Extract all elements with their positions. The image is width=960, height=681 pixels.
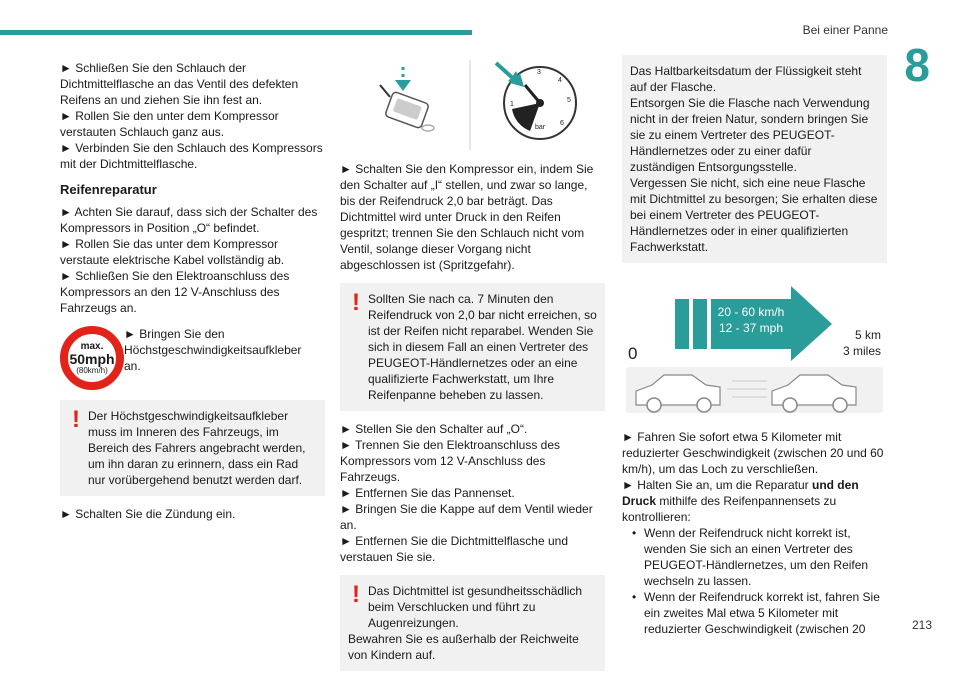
warning-text: Sollten Sie nach ca. 7 Minuten den Reifendruck von 2,0 bar nicht erreichen, so ist der Reifen nicht reparabel. Wenden Sie sich in diesem Fall an einen Vertreter des PEUGEOT-Händlernetzes oder an eine qualifizierte Fachwerkstatt, um Ihre Reifenpanne beheben zu lassen. [368,292,597,402]
gauge-tick: 1 [510,101,514,108]
step-text: ► Halten Sie an, um die Reparatur [622,478,812,492]
step: ► Entfernen Sie das Pannenset. [340,486,515,500]
list-item: • Wenn der Reifendruck nicht korrekt ist, wenden Sie sich an einen Vertreter des PEUGEOT-Händlernetzes, um den Reifen wechseln zu lassen. [644,525,887,589]
gauge-unit: bar [535,124,546,131]
compressor-illustration [340,55,605,155]
pressure-check-list [622,525,887,637]
column-right [622,55,887,637]
column-middle [340,55,605,681]
header-accent-bar [0,30,472,35]
distance-start: 0 [628,344,638,363]
reduced-speed-illustration [622,281,887,421]
step: ► Rollen Sie den unter dem Kompressor verstauten Schlauch ganz aus. [60,109,279,139]
sticker-line1: max. [80,340,104,352]
compressor-switch-and-gauge-icon [340,55,605,155]
info-text: Entsorgen Sie die Flasche nach Verwendung nicht in der freien Natur, sondern bringen Sie sie zu einem Vertreter des PEUGEOT-Händlernetzes oder zu einer dafür zuständigen Entsorgungsstelle. [630,96,870,174]
speed-limit-sticker [60,326,124,390]
heading-tyre-repair: Reifenreparatur [60,182,157,197]
step: ► Schalten Sie die Zündung ein. [60,507,236,521]
speed-sticker-row [60,326,325,390]
step: ► Schließen Sie den Elektroanschluss des Kompressors an den 12 V-Anschluss des Fahrzeugs an. [60,269,290,315]
gauge-tick: 5 [567,97,571,104]
gauge-tick: 3 [537,69,541,76]
step: ► Bringen Sie die Kappe auf dem Ventil wieder an. [340,502,593,532]
distance-miles: 3 miles [842,344,881,358]
warning-text: Das Dichtmittel ist gesundheitsschädlich beim Verschlucken und führt zu Augenreizungen. [368,584,583,630]
step: ► Verbinden Sie den Schlauch des Kompressors mit der Dichtmittelflasche. [60,141,323,171]
step: ► Trennen Sie den Elektroanschluss des Kompressors vom 12 V-Anschluss des Fahrzeugs. [340,438,561,484]
section-title: Bei einer Panne [802,23,888,37]
column-left [60,60,325,522]
step: ► Stellen Sie den Schalter auf „O“. [340,422,528,436]
step: ► Rollen Sie das unter dem Kompressor verstaute elektrische Kabel vollständig ab. [60,237,285,267]
warning-box [340,575,605,671]
info-text: Das Haltbarkeitsdatum der Flüssigkeit steht auf der Flasche. [630,64,862,94]
warning-box [340,283,605,411]
distance-km: 5 km [854,328,881,342]
step: ► Achten Sie darauf, dass sich der Schalter des Kompressors in Position „O“ befindet. [60,205,318,235]
speed-mph: 12 - 37 mph [718,321,784,335]
step: ► Fahren Sie sofort etwa 5 Kilometer mit reduzierter Geschwindigkeit (zwischen 20 und 60 km/h), um das Loch zu verschließen. [622,430,884,476]
speed-kmh: 20 - 60 km/h [717,305,785,319]
warning-icon: ! [352,289,360,316]
step: ► Schalten Sie den Kompressor ein, indem Sie den Schalter auf „I“ stellen, und zwar so lange, bis der Reifendruck 2,0 bar beträgt. Das Dichtmittel wird unter Druck in den Reifen gespritzt; trennen Sie den Schlauch nicht vom Ventil, solange dieser Vorgang nicht abgeschlossen ist (Spritzgefahr). [340,162,594,272]
step: ► Schließen Sie den Schlauch der Dichtmittelflasche an das Ventil des defekten Reifens an und ziehen Sie ihn fest an. [60,61,299,107]
warning-icon: ! [72,406,80,433]
sticker-line3: (80km/h) [76,365,108,375]
sticker-line2: 50mph [69,350,115,367]
step-text: mithilfe des Reifenpannensets zu kontrollieren: [622,494,837,524]
step: ► Entfernen Sie die Dichtmittelflasche und verstauen Sie sie. [340,534,568,564]
warning-icon: ! [352,581,360,608]
warning-text: Der Höchstgeschwindigkeitsaufkleber muss im Inneren des Fahrzeugs, im Bereich des Fahrers angebracht werden, um ihn daran zu erinnern, dass ein Rad nur vorübergehend benutzt werden darf. [88,409,306,487]
warning-box [60,400,325,496]
speed-distance-icon [622,281,887,421]
warning-text: Bewahren Sie es außerhalb der Reichweite von Kindern auf. [348,632,579,662]
sticker-instruction: ► Bringen Sie den Höchstgeschwindigkeitsaufkleber an. [124,327,302,373]
page-number: 213 [911,618,932,632]
list-item: • Wenn der Reifendruck korrekt ist, fahren Sie ein zweites Mal etwa 5 Kilometer mit reduzierter Geschwindigkeit (zwischen 20 [644,589,887,637]
info-box [622,55,887,263]
gauge-tick: 6 [560,120,564,127]
step-text-bold: und den Druck [622,478,859,508]
gauge-tick: 4 [558,77,562,84]
chapter-number: 8 [904,39,930,91]
step [622,477,887,525]
info-text: Vergessen Sie nicht, sich eine neue Flasche mit Dichtmittel zu besorgen; Sie erhalten diese bei einem Vertreter des PEUGEOT-Händlernetzes oder in einer qualifizierten Fachwerkstatt. [630,176,878,254]
